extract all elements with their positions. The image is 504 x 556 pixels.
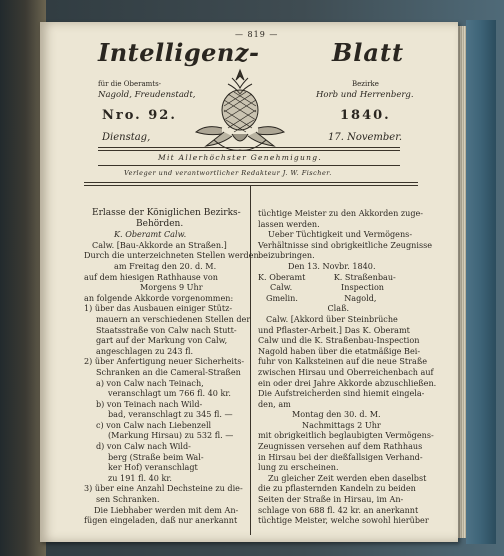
column-right bbox=[258, 208, 437, 526]
masthead-line-right-2: Horb und Herrenberg. bbox=[316, 90, 414, 100]
text-line: tüchtige Meister zu den Akkorden zuge- bbox=[258, 208, 424, 218]
text-line: K. Oberamt K. Straßenbau- bbox=[258, 271, 396, 282]
page-number: — 819 — bbox=[235, 30, 279, 39]
text-line: ker Hof) veranschlagt bbox=[108, 462, 198, 473]
text-line: Staatsstraße von Calw nach Stutt- bbox=[96, 324, 237, 335]
text-line: Schranken an die Cameral-Straßen bbox=[96, 366, 241, 377]
text-line: Die Liebhaber werden mit dem An- bbox=[94, 504, 239, 515]
text-line: auf dem hiesigen Rathhause von bbox=[84, 271, 218, 282]
publisher-line: Verleger und verantwortlicher Redakteur J. W. Fischer. bbox=[124, 169, 332, 177]
text-line: am Freitag den 20. d. M. bbox=[114, 260, 217, 271]
text-line: Calw. [Bau-Akkorde an Straßen.] bbox=[92, 239, 227, 250]
text-line: mit obrigkeitlich beglaubigten Vermögens- bbox=[258, 430, 434, 441]
text-line: zu 191 fl. 40 kr. bbox=[108, 472, 172, 483]
text-line: 1) über das Ausbauen einiger Stütz- bbox=[84, 303, 233, 314]
text-line: a) von Calw nach Teinach, bbox=[96, 377, 204, 388]
text-line: zwischen Hirsau und Oberreichenbach auf bbox=[258, 366, 434, 377]
issue-number: Nro. 92. bbox=[102, 108, 177, 123]
text-line: beizubringen. bbox=[258, 250, 315, 261]
text-line: Erlasse der Königlichen Bezirks- bbox=[92, 208, 241, 218]
text-line: (Markung Hirsau) zu 532 fl. — bbox=[108, 430, 234, 441]
text-line: und Pflaster-Arbeit.] Das K. Oberamt bbox=[258, 324, 410, 335]
text-line: die zu pflasternden Kandeln zu beiden bbox=[258, 483, 416, 494]
text-line: fuhr von Kalksteinen auf die neue Straße bbox=[258, 356, 428, 367]
book-binding-edge bbox=[466, 20, 496, 544]
issue-date: 17. November. bbox=[328, 132, 403, 143]
masthead-line-left-1: für die Oberamts- bbox=[98, 80, 162, 88]
text-line: Die Aufstreicherden sind hiemit eingela- bbox=[258, 388, 425, 399]
text-line: den, am bbox=[258, 398, 291, 409]
text-line: Morgens 9 Uhr bbox=[140, 282, 203, 293]
text-line: Nagold haben über die etatmäßige Bei- bbox=[258, 345, 421, 356]
text-line: mauern an verschiedenen Stellen der bbox=[96, 313, 251, 324]
text-line: Seiten der Straße in Hirsau, im An- bbox=[258, 494, 404, 505]
text-line: ein oder drei Jahre Akkorde abzuschließen. bbox=[258, 377, 437, 388]
text-line: berg (Straße beim Wal- bbox=[108, 451, 204, 462]
text-line: fügen eingeladen, daß nur anerkannt bbox=[84, 515, 238, 526]
issue-weekday: Dienstag, bbox=[102, 132, 151, 143]
masthead-line-left-2: Nagold, Freudenstadt, bbox=[98, 90, 196, 100]
text-line: c) von Calw nach Liebenzell bbox=[96, 419, 212, 430]
text-line: Montag den 30. d. M. bbox=[292, 409, 381, 420]
text-line: K. Oberamt Calw. bbox=[114, 229, 187, 240]
column-divider bbox=[250, 185, 251, 535]
text-line: Verhältnisse sind obrigkeitliche Zeugnisse bbox=[258, 239, 433, 250]
text-line: Nachmittags 2 Uhr bbox=[302, 419, 381, 430]
text-line: Behörden. bbox=[136, 218, 184, 229]
text-line: angeschlagen zu 243 fl. bbox=[96, 345, 194, 356]
text-line: Zeugnissen versehen auf dem Rathhaus bbox=[258, 441, 423, 452]
text-line: Gmelin. Nagold, bbox=[266, 292, 377, 303]
privilege-line: Mit Allerhöchster Genehmigung. bbox=[158, 153, 323, 162]
text-line: b) von Teinach nach Wild- bbox=[96, 398, 203, 409]
header-divider-bottom bbox=[84, 182, 418, 186]
text-line: Den 13. Novbr. 1840. bbox=[288, 260, 376, 271]
masthead-title-right: Blatt bbox=[332, 38, 405, 67]
text-line: Zu gleicher Zeit werden eben daselbst bbox=[268, 472, 427, 483]
text-line: 2) über Anfertigung neuer Sicherheits- bbox=[84, 356, 245, 367]
text-line: Calw und die K. Straßenbau-Inspection bbox=[258, 335, 420, 346]
text-line: Claß. bbox=[258, 303, 350, 314]
text-line: Calw. Inspection bbox=[270, 282, 385, 293]
issue-year: 1840. bbox=[340, 108, 391, 123]
text-line: lassen werden. bbox=[258, 218, 320, 229]
text-line: 3) über eine Anzahl Dechsteine zu die- bbox=[84, 483, 243, 494]
text-line: gart auf der Markung von Calw, bbox=[96, 335, 228, 346]
masthead-line-right-1: Bezirke bbox=[352, 80, 379, 88]
masthead-title-left: Intelligenz- bbox=[98, 38, 260, 67]
text-line: Durch die unterzeichneten Stellen werden bbox=[84, 250, 259, 261]
text-line: sen Schranken. bbox=[96, 494, 160, 505]
text-line: an folgende Akkorde vorgenommen: bbox=[84, 292, 234, 303]
text-line: lung zu erscheinen. bbox=[258, 462, 339, 473]
text-line: schlage von 688 fl. 42 kr. an anerkannt bbox=[258, 504, 419, 515]
header-divider-top bbox=[98, 147, 400, 151]
newspaper-page bbox=[40, 22, 458, 542]
text-line: in Hirsau bei der dießfallsigen Verhand- bbox=[258, 451, 423, 462]
header-divider-middle bbox=[98, 165, 400, 166]
text-line: Calw. [Akkord über Steinbrüche bbox=[266, 313, 398, 324]
text-line: d) von Calw nach Wild- bbox=[96, 441, 191, 452]
pineapple-emblem-icon bbox=[192, 66, 288, 156]
column-left bbox=[84, 208, 259, 526]
text-line: veranschlagt um 766 fl. 40 kr. bbox=[108, 388, 231, 399]
text-line: bad, veranschlagt zu 345 fl. — bbox=[108, 409, 233, 420]
text-line: tüchtige Meister, welche sowohl hierüber bbox=[258, 515, 429, 526]
text-line: Ueber Tüchtigkeit und Vermögens- bbox=[268, 229, 413, 240]
